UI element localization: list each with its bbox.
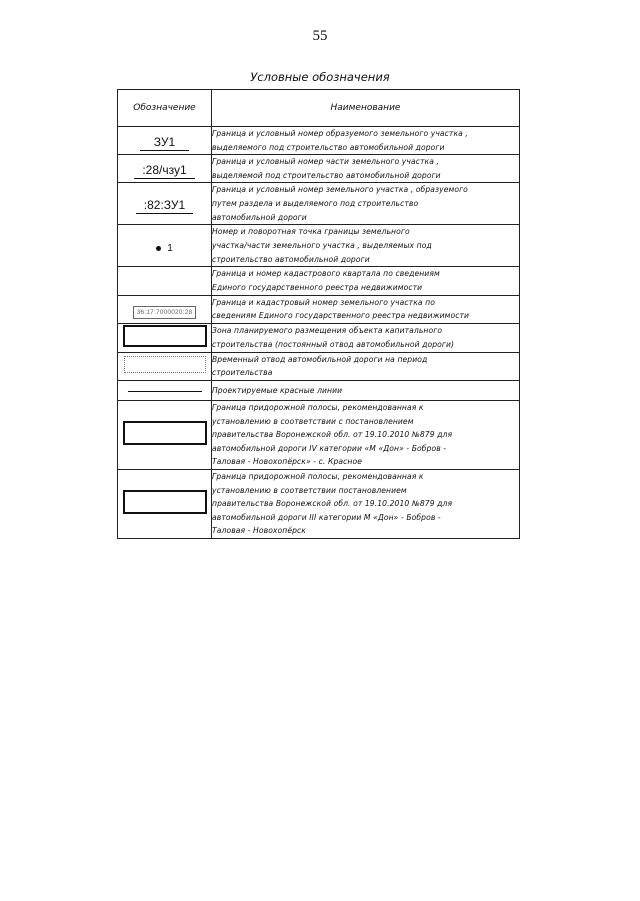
table-row — [118, 267, 520, 295]
table-row — [118, 295, 520, 323]
description-cell: Граница и условный номер образуемого земельного участка , выделяемого под строительство автомобильной дороги — [212, 127, 520, 155]
symbol-cell — [118, 469, 212, 538]
divided-parcel-code-symbol: :82:ЗУ1 — [136, 198, 193, 214]
table-header-row — [118, 90, 520, 127]
symbol-cell — [118, 267, 212, 295]
turning-point-symbol — [156, 243, 173, 254]
symbol-cell — [118, 323, 212, 352]
red-line-symbol — [128, 391, 202, 392]
symbol-cell — [118, 127, 212, 155]
table-row — [118, 225, 520, 267]
legend-title: Условные обозначения — [250, 70, 390, 84]
symbol-cell — [118, 352, 212, 380]
page-number: 55 — [312, 28, 328, 44]
description-cell: Проектируемые красные линии — [212, 380, 520, 400]
table-row — [118, 183, 520, 225]
point-number: 1 — [167, 243, 173, 255]
roadside-strip-iii-symbol — [123, 490, 207, 514]
symbol-cell — [118, 183, 212, 225]
symbol-cell — [118, 380, 212, 400]
table-row — [118, 469, 520, 538]
description-cell: Граница и условный номер части земельного участка , выделяемой под строительство автомобильной дороги — [212, 155, 520, 183]
table-row — [118, 352, 520, 380]
symbol-cell — [118, 295, 212, 323]
description-cell: Граница придорожной полосы, рекомендованная к установлению в соответствии постановлением правительства Воронежской обл. от 19.10.2010 №879 для автомобильной дороги III категории М «Дон» - Бобров - Таловая - Новохопёрск — [212, 469, 520, 538]
cadastral-number-symbol: 36:17:7000020:28 — [133, 306, 197, 319]
symbol-cell — [118, 155, 212, 183]
permanent-allotment-symbol — [123, 325, 207, 347]
table-row — [118, 400, 520, 469]
temporary-allotment-symbol — [124, 356, 206, 373]
description-cell: Граница придорожной полосы, рекомендованная к установлению в соответствии с постановлением правительства Воронежской обл. от 19.10.2010 №879 для автомобильной дороги IV категории «М «Дон» - Бобров - Таловая - Новохопёрск» - с. Красное — [212, 400, 520, 469]
cadastral-quarter-symbol — [128, 278, 202, 286]
header-symbol: Обозначение — [118, 90, 212, 127]
header-name: Наименование — [212, 90, 520, 127]
point-dot-icon — [156, 246, 161, 251]
symbol-cell — [118, 400, 212, 469]
description-cell: Граница и номер кадастрового квартала по сведениям Единого государственного реестра недвижимости — [212, 267, 520, 295]
table-row — [118, 323, 520, 352]
table-row — [118, 380, 520, 400]
table-row — [118, 155, 520, 183]
parcel-code-symbol: ЗУ1 — [140, 135, 189, 151]
part-parcel-code-symbol: :28/чзу1 — [134, 163, 194, 179]
description-cell: Номер и поворотная точка границы земельного участка/части земельного участка , выделяемых под строительство автомобильной дороги — [212, 225, 520, 267]
description-cell: Зона планируемого размещения объекта капитального строительства (постоянный отвод автомобильной дороги) — [212, 323, 520, 352]
legend-table — [117, 89, 520, 539]
description-cell: Временный отвод автомобильной дороги на период строительства — [212, 352, 520, 380]
table-row — [118, 127, 520, 155]
description-cell: Граница и условный номер земельного участка , образуемого путем раздела и выделяемого под строительство автомобильной дороги — [212, 183, 520, 225]
roadside-strip-iv-symbol — [123, 421, 207, 445]
description-cell: Граница и кадастровый номер земельного участка по сведениям Единого государственного реестра недвижимости — [212, 295, 520, 323]
symbol-cell — [118, 225, 212, 267]
